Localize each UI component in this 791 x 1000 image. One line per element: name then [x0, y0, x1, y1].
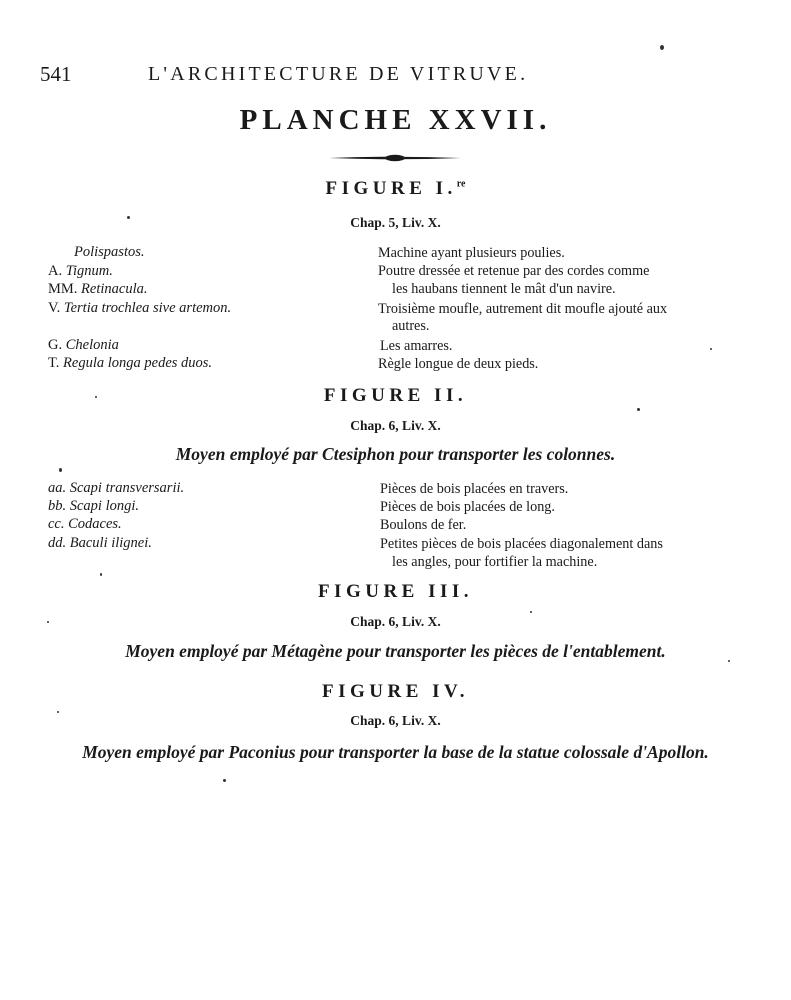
term: Regula longa pedes duos.	[63, 355, 213, 371]
figure-3-heading: FIGURE III.	[317, 581, 474, 602]
paper-speck	[95, 396, 97, 398]
key: MM.	[48, 281, 78, 297]
term: Baculi ilignei.	[69, 535, 152, 551]
legend-term	[48, 355, 212, 372]
legend-term	[48, 337, 119, 354]
figure-1-chapter: Chap. 5, Liv. X.	[350, 215, 441, 230]
paper-speck	[728, 660, 730, 662]
figure-4-chapter: Chap. 6, Liv. X.	[350, 713, 441, 728]
key: A.	[48, 263, 63, 279]
running-head: L'ARCHITECTURE DE VITRUVE.	[148, 63, 529, 85]
key: dd.	[48, 535, 67, 551]
legend-definition: Pièces de bois placées de long.	[380, 499, 555, 515]
term: Chelonia	[65, 337, 119, 353]
key: cc.	[48, 516, 65, 532]
figure-2-caption: Moyen employé par Ctesiphon pour transporter les colonnes.	[175, 444, 616, 464]
paper-speck	[223, 779, 226, 782]
legend-term	[48, 281, 148, 298]
figure-4-heading: FIGURE IV.	[321, 681, 470, 702]
term: Scapi longi.	[69, 498, 140, 514]
figure-1-heading	[0, 178, 791, 200]
paper-speck	[127, 216, 130, 219]
legend-definition: Les amarres.	[380, 338, 453, 354]
figure-4-caption: Moyen employé par Paconius pour transporter la base de la statue colossale d'Apollon.	[82, 742, 709, 762]
figure-2-heading: FIGURE II.	[323, 385, 468, 406]
legend-definition: Troisième moufle, autrement dit moufle ajouté aux	[378, 301, 668, 317]
term: Retinacula.	[81, 281, 148, 297]
key: bb.	[48, 498, 67, 514]
legend-definition-continued: les angles, pour fortifier la machine.	[392, 554, 598, 570]
legend-term	[74, 244, 145, 261]
term: Tignum.	[65, 263, 113, 279]
figure-1-heading-text: FIGURE I.	[325, 178, 457, 199]
term: Polispastos.	[74, 244, 145, 260]
term: Codaces.	[68, 516, 122, 532]
paper-speck	[47, 621, 49, 623]
term: Tertia trochlea sive artemon.	[63, 300, 232, 316]
legend-definition: Pièces de bois placées en travers.	[380, 481, 569, 497]
paper-speck	[100, 573, 102, 576]
legend-term	[48, 263, 113, 280]
term: Scapi transversarii.	[69, 480, 185, 496]
plate-title: PLANCHE XXVII.	[239, 104, 552, 136]
figure-2-chapter: Chap. 6, Liv. X.	[350, 418, 441, 433]
paper-speck	[660, 45, 664, 50]
legend-definition-continued: autres.	[392, 318, 430, 334]
paper-speck	[59, 468, 62, 472]
legend-definition: les haubans tiennent le mât d'un navire.	[392, 281, 616, 297]
page-number: 541	[40, 62, 72, 86]
legend-definition: Boulons de fer.	[380, 517, 467, 533]
paper-speck	[710, 348, 712, 350]
paper-speck	[530, 611, 532, 613]
figure-3-caption: Moyen employé par Métagène pour transporter les pièces de l'entablement.	[125, 641, 666, 661]
legend-term	[48, 516, 122, 533]
key: aa.	[48, 480, 67, 496]
legend-term	[48, 498, 139, 515]
key: T.	[48, 355, 60, 371]
legend-term	[48, 480, 184, 497]
paper-speck	[57, 711, 59, 713]
legend-definition: Petites pièces de bois placées diagonalement dans	[380, 536, 663, 552]
legend-term	[48, 300, 231, 317]
legend-term	[48, 535, 152, 552]
ornament-rule	[329, 154, 461, 162]
legend-definition: Règle longue de deux pieds.	[378, 356, 539, 372]
key: V.	[48, 300, 61, 316]
legend-definition: Machine ayant plusieurs poulies.	[378, 245, 565, 261]
key: G.	[48, 337, 63, 353]
paper-speck	[637, 408, 640, 411]
figure-1-heading-sup: re	[456, 178, 466, 190]
figure-3-chapter: Chap. 6, Liv. X.	[350, 614, 441, 629]
legend-definition: Poutre dressée et retenue par des cordes comme	[378, 263, 650, 279]
